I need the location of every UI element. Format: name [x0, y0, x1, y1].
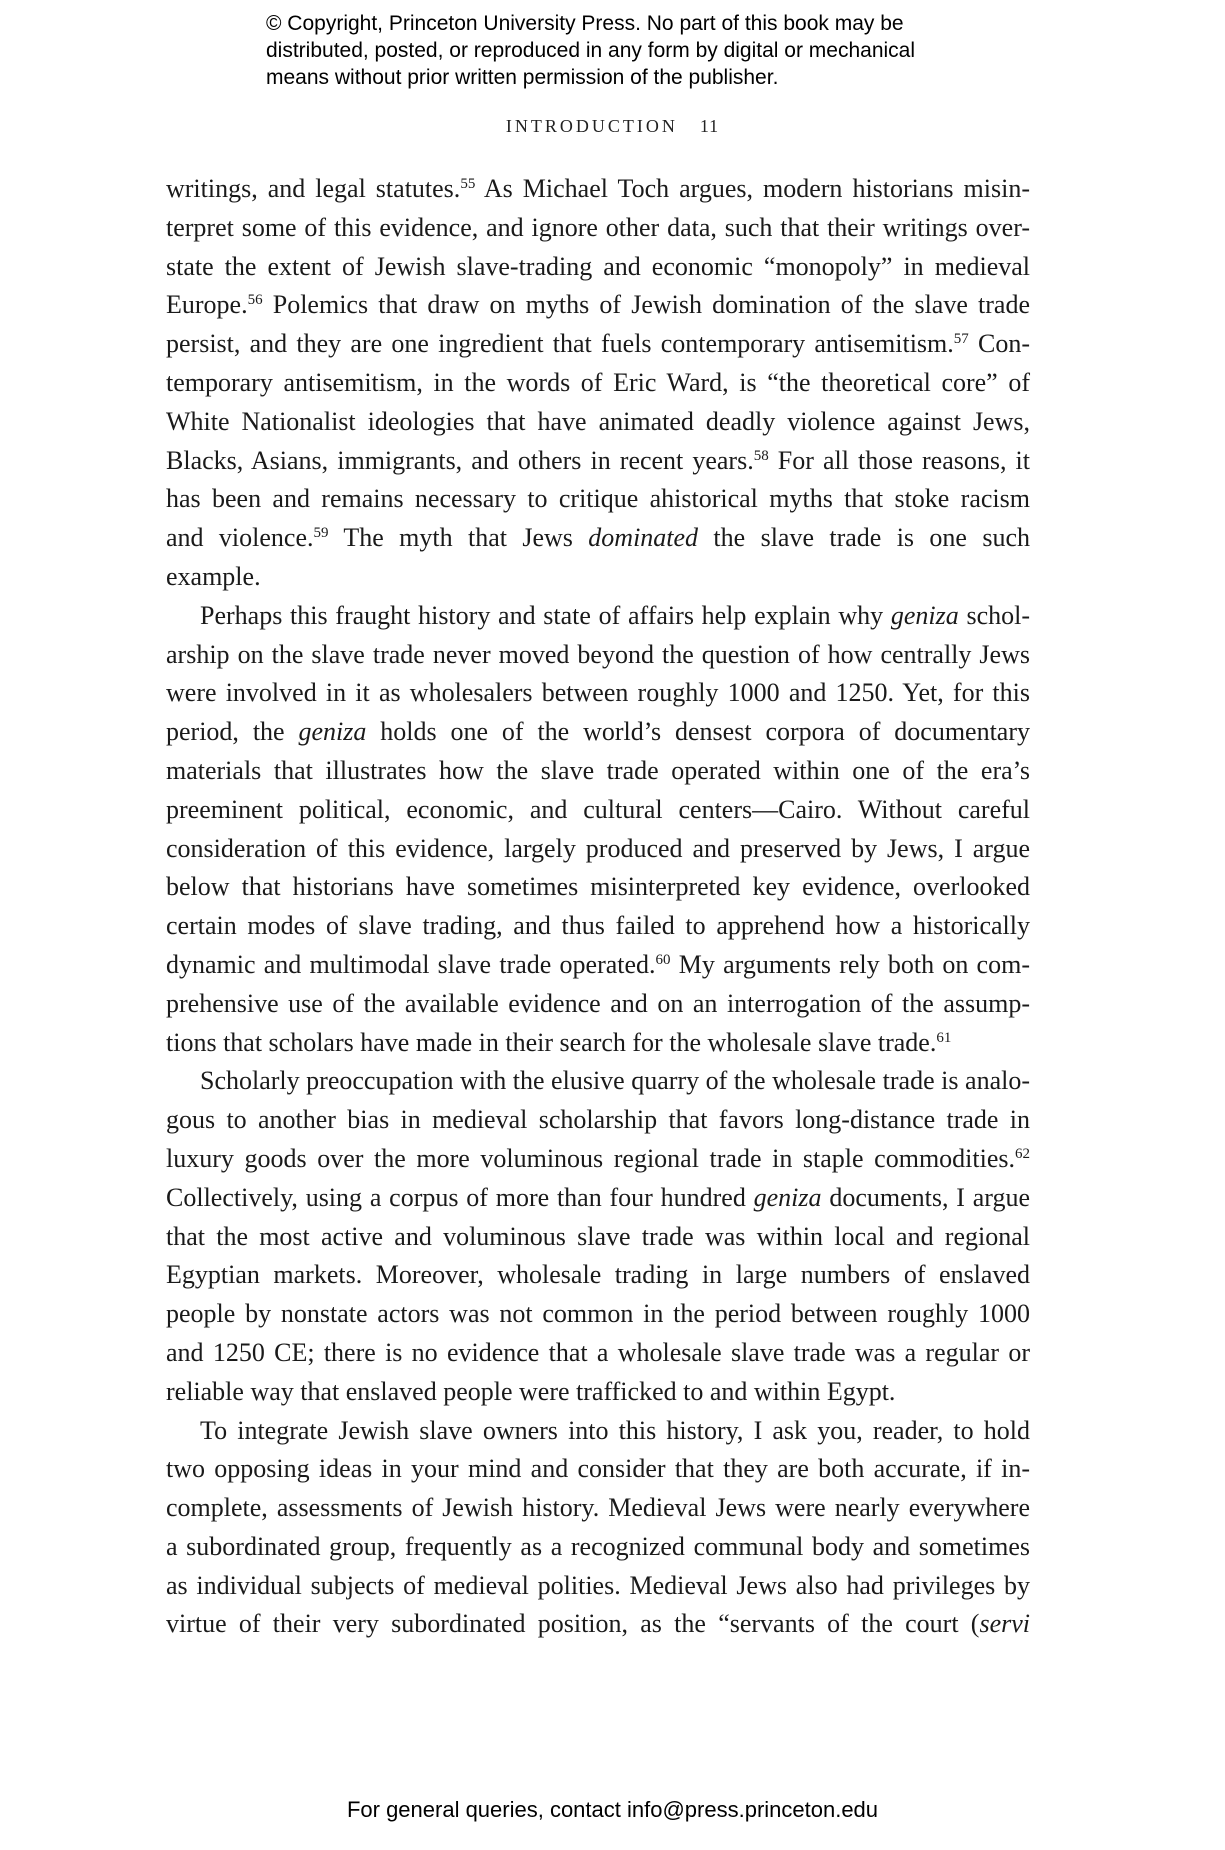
text-run: luxury goods over the more voluminous regional trade in staple commodities. [166, 1143, 1015, 1173]
text-line [166, 248, 1030, 287]
text-line [166, 946, 1030, 985]
text-run: documents, I argue [821, 1182, 1030, 1212]
text-line [166, 1140, 1030, 1179]
text-run: Con- [968, 329, 1030, 359]
text-run: people by nonstate actors was not common in the period between roughly 1000 [166, 1299, 1030, 1329]
footnote-ref: 61 [936, 1029, 952, 1046]
italic-term: geniza [890, 600, 959, 630]
text-run: virtue of their very subordinated position, as the “servants of the court ( [166, 1609, 980, 1639]
text-line [166, 1528, 1030, 1567]
page-number: 11 [699, 116, 720, 136]
copyright-line: © Copyright, Princeton University Press. No part of this book may be [266, 12, 904, 35]
text-run: Collectively, using a corpus of more than four hundred [166, 1182, 754, 1212]
text-line [166, 1412, 1030, 1451]
text-run: preeminent political, economic, and cultural centers—Cairo. Without careful [166, 794, 1030, 824]
text-line [166, 907, 1030, 946]
footnote-ref: 59 [313, 525, 329, 542]
text-line [166, 209, 1030, 248]
footnote-ref: 56 [247, 292, 263, 309]
text-line [166, 403, 1030, 442]
text-line [166, 170, 1030, 209]
text-run: gous to another bias in medieval scholarship that favors long-distance trade in [166, 1105, 1030, 1135]
text-run: has been and remains necessary to critique ahistorical myths that stoke racism [166, 484, 1030, 514]
running-head [0, 116, 1225, 137]
text-line [166, 1334, 1030, 1373]
text-line [166, 519, 1030, 558]
text-line [166, 752, 1030, 791]
text-run: example. [166, 561, 261, 591]
italic-term: dominated [588, 523, 699, 553]
body-text [166, 170, 1030, 1644]
text-run: were involved in it as wholesalers between roughly 1000 and 1250. Yet, for this [166, 678, 1030, 708]
text-run: materials that illustrates how the slave trade operated within one of the era’s [166, 755, 1030, 785]
text-run: consideration of this evidence, largely produced and preserved by Jews, I argue [166, 833, 1030, 863]
text-line [166, 636, 1030, 675]
text-line [166, 558, 1030, 597]
text-line [166, 325, 1030, 364]
text-run: the slave trade is one such [698, 523, 1030, 553]
text-line [166, 868, 1030, 907]
text-line [166, 1295, 1030, 1334]
footnote-ref: 57 [953, 331, 969, 348]
footer-contact: For general queries, contact info@press.princeton.edu [346, 1797, 879, 1822]
text-run: and 1250 CE; there is no evidence that a wholesale slave trade was a regular or [166, 1337, 1030, 1367]
text-line [166, 1567, 1030, 1606]
copyright-notice [266, 10, 1026, 91]
text-run: certain modes of slave trading, and thus failed to apprehend how a historically [166, 911, 1030, 941]
text-run: and violence. [166, 523, 314, 553]
text-run: state the extent of Jewish slave-trading and economic “monopoly” in medieval [166, 251, 1030, 281]
text-run: As Michael Toch argues, modern historians misin- [475, 174, 1030, 203]
text-run: two opposing ideas in your mind and consider that they are both accurate, if in- [166, 1454, 1030, 1484]
paragraph [166, 170, 1030, 597]
italic-term: geniza [753, 1182, 822, 1212]
text-line [166, 1256, 1030, 1295]
text-run: reliable way that enslaved people were trafficked to and within Egypt. [166, 1376, 896, 1406]
italic-term: geniza [298, 717, 367, 747]
text-run: Scholarly preoccupation with the elusive quarry of the wholesale trade is analo- [200, 1066, 1030, 1096]
text-run: persist, and they are one ingredient that fuels contemporary antisemitism. [166, 329, 954, 359]
text-run: holds one of the world’s densest corpora of documentary [366, 717, 1030, 747]
text-run: My arguments rely both on com- [670, 949, 1030, 979]
paragraph [166, 597, 1030, 1063]
text-run: The myth that Jews [328, 523, 589, 553]
text-run: as individual subjects of medieval polities. Medieval Jews also had privileges by [166, 1570, 1030, 1600]
text-run: To integrate Jewish slave owners into this history, I ask you, reader, to hold [200, 1415, 1030, 1445]
text-line [166, 1024, 1030, 1063]
text-run: a subordinated group, frequently as a recognized communal body and sometimes [166, 1531, 1030, 1561]
text-line [166, 1101, 1030, 1140]
text-run: period, the [166, 717, 299, 747]
text-run: White Nationalist ideologies that have animated deadly violence against Jews, [166, 406, 1030, 436]
text-run: that the most active and voluminous slave trade was within local and regional [166, 1221, 1030, 1251]
text-line [166, 480, 1030, 519]
text-run: schol- [958, 600, 1030, 630]
chapter-title: INTRODUCTION [505, 116, 678, 136]
copyright-line: distributed, posted, or reproduced in any form by digital or mechanical [266, 39, 916, 62]
text-run: Egyptian markets. Moreover, wholesale trading in large numbers of enslaved [166, 1260, 1030, 1290]
text-line [166, 985, 1030, 1024]
text-line [166, 364, 1030, 403]
text-run: For all those reasons, it [768, 445, 1030, 475]
text-run: below that historians have sometimes misinterpreted key evidence, overlooked [166, 872, 1030, 902]
text-line [166, 1605, 1030, 1644]
text-line [166, 830, 1030, 869]
copyright-line: means without prior written permission of the publisher. [266, 66, 779, 89]
text-run: Europe. [166, 290, 248, 320]
text-line [166, 1373, 1030, 1412]
text-run: Blacks, Asians, immigrants, and others in recent years. [166, 445, 754, 475]
text-line [166, 597, 1030, 636]
text-line [166, 1179, 1030, 1218]
footnote-ref: 55 [460, 176, 476, 192]
text-run: complete, assessments of Jewish history. Medieval Jews were nearly everywhere [166, 1493, 1030, 1523]
text-line [166, 713, 1030, 752]
footnote-ref: 62 [1015, 1145, 1030, 1162]
text-line [166, 791, 1030, 830]
text-run: tions that scholars have made in their search for the wholesale slave trade. [166, 1027, 937, 1057]
text-run: temporary antisemitism, in the words of Eric Ward, is “the theoretical core” of [166, 367, 1030, 397]
footnote-ref: 58 [753, 447, 769, 464]
text-line [166, 1450, 1030, 1489]
text-run: Perhaps this fraught history and state of affairs help explain why [200, 600, 891, 630]
text-run: prehensive use of the available evidence and on an interrogation of the assump- [166, 988, 1030, 1018]
text-line [166, 1062, 1030, 1101]
text-run: terpret some of this evidence, and ignore other data, such that their writings over- [166, 212, 1030, 242]
italic-term: servi [979, 1609, 1030, 1639]
paragraph [166, 1412, 1030, 1645]
paragraph [166, 1062, 1030, 1411]
text-line [166, 1489, 1030, 1528]
footnote-ref: 60 [655, 951, 671, 968]
text-run: Polemics that draw on myths of Jewish domination of the slave trade [262, 290, 1030, 320]
text-line [166, 442, 1030, 481]
text-run: dynamic and multimodal slave trade operated. [166, 949, 656, 979]
text-line [166, 674, 1030, 713]
text-line [166, 286, 1030, 325]
text-run: writings, and legal statutes. [166, 174, 461, 203]
text-line [166, 1218, 1030, 1257]
text-run: arship on the slave trade never moved beyond the question of how centrally Jews [166, 639, 1030, 669]
